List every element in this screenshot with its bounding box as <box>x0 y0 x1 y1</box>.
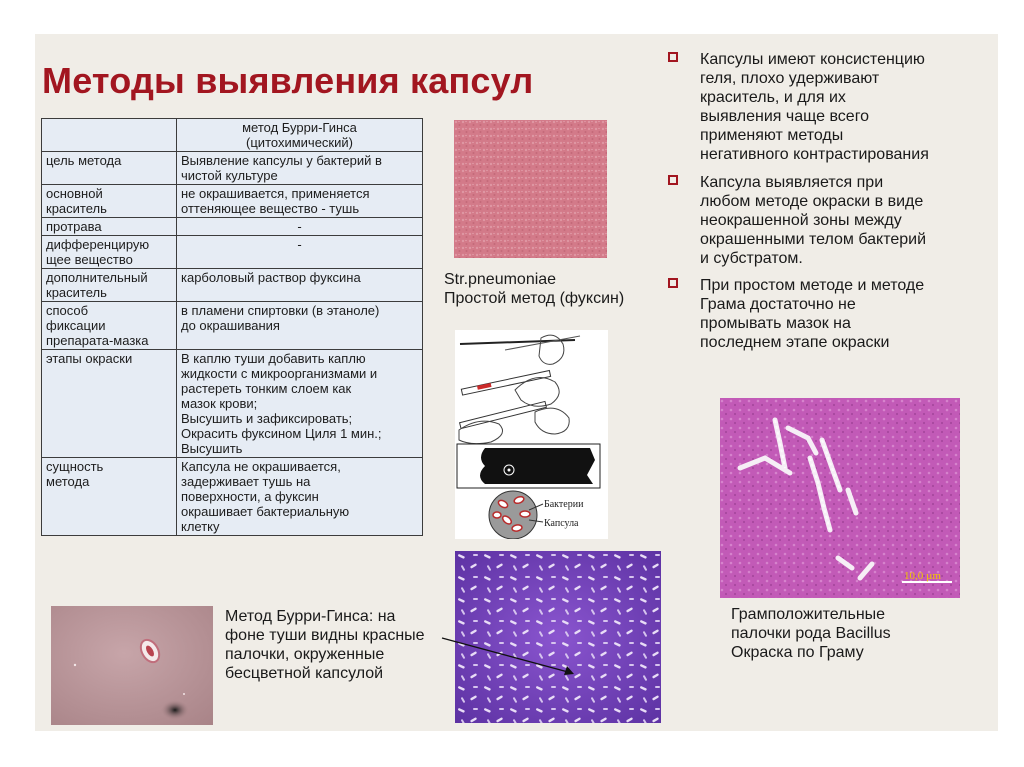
bullet-line: геля, плохо удерживают <box>700 70 880 87</box>
table-header-method <box>177 119 423 152</box>
caption-line: Простой метод (фуксин) <box>444 290 625 307</box>
caption-pointer-arrow <box>440 635 590 685</box>
table-row-value <box>177 269 423 302</box>
bullet-item <box>668 50 978 164</box>
table-cell-line: Выявление капсулы у бактерий в <box>181 153 382 168</box>
bullet-line: Капсулы имеют консистенцию <box>700 51 925 68</box>
bullet-item <box>668 173 978 268</box>
table-row-value <box>177 185 423 218</box>
capsule-micrograph <box>51 606 213 725</box>
bullet-item <box>668 276 978 352</box>
table-cell-line: дополнительный <box>46 270 148 285</box>
table-cell-line: Высушить и зафиксировать; <box>181 411 353 426</box>
bullet-line: окрашенными телом бактерий <box>700 231 927 248</box>
table-row <box>42 236 423 269</box>
table-cell-line: мазок крови; <box>181 396 258 411</box>
table-cell-line: дифференцирую <box>46 237 150 252</box>
bullet-line: и субстратом. <box>700 250 803 267</box>
table-cell-line: карболовый раствор фуксина <box>181 270 361 285</box>
table-cell-line: краситель <box>46 285 107 300</box>
pneumoniae-micrograph <box>454 120 607 258</box>
table-cell-line: клетку <box>181 519 220 534</box>
slide-title: Методы выявления капсул <box>42 60 534 101</box>
bullet-line: краситель, и для их <box>700 89 846 106</box>
checkbox-bullet-icon <box>668 278 678 288</box>
table-row <box>42 269 423 302</box>
table-cell-line: до окрашивания <box>181 318 280 333</box>
table-row-value <box>177 218 423 236</box>
bullet-line: последнем этапе окраски <box>700 334 890 351</box>
bullet-line: промывать мазок на <box>700 315 851 332</box>
table-cell-line: Окрасить фуксином Циля 1 мин.; <box>181 426 382 441</box>
pneumoniae-caption <box>444 270 624 308</box>
table-cell-line: оттеняющее вещество - тушь <box>181 201 360 216</box>
table-row <box>42 218 423 236</box>
table-header-empty <box>42 119 177 152</box>
table-row <box>42 302 423 350</box>
bacteria-label: Бактерии <box>544 499 584 510</box>
table-cell-line: В каплю туши добавить каплю <box>181 351 366 366</box>
table-row-value <box>177 350 423 458</box>
table-cell-line: краситель <box>46 201 107 216</box>
caption-line: Грамположительные <box>731 606 886 623</box>
table-cell-line: жидкости с микроорганизмами и <box>181 366 378 381</box>
table-cell-line: растереть тонким слоем как <box>181 381 352 396</box>
table-cell-line: задерживает тушь на <box>181 474 311 489</box>
bullet-line: При простом методе и методе <box>700 277 925 294</box>
caption-line: Метод Бурри-Гинса: на <box>225 608 396 625</box>
table-header-row <box>42 119 423 152</box>
table-row-label <box>42 218 177 236</box>
table-row-value <box>177 152 423 185</box>
table-row-label <box>42 185 177 218</box>
table-header-line: (цитохимический) <box>246 135 353 150</box>
table-row-label <box>42 350 177 458</box>
caption-line: Str.pneumoniae <box>444 271 557 288</box>
gram-stain-svg <box>720 398 960 598</box>
table-cell-line: метода <box>46 474 90 489</box>
gram-stain-micrograph <box>720 398 960 598</box>
table-cell-line: щее вещество <box>46 252 133 267</box>
table-row-label <box>42 302 177 350</box>
table-cell-line: способ <box>46 303 89 318</box>
smear-procedure-svg <box>455 330 608 539</box>
table-row <box>42 185 423 218</box>
table-row-value <box>177 302 423 350</box>
table-cell-line: протрава <box>46 219 102 234</box>
table-header-line: метод Бурри-Гинса <box>242 120 357 135</box>
table-cell-line: окрашивает бактериальную <box>181 504 350 519</box>
table-cell-line: сущность <box>46 459 104 474</box>
table-cell-line: препарата-мазка <box>46 333 149 348</box>
checkbox-bullet-icon <box>668 52 678 62</box>
bullet-line: выявления чаще всего <box>700 108 870 125</box>
table-row-value <box>177 458 423 536</box>
table-cell-line: в пламени спиртовки (в этаноле) <box>181 303 380 318</box>
pneumoniae-micrograph-svg <box>454 120 607 258</box>
table-cell-line: Высушить <box>181 441 243 456</box>
table-cell-line: основной <box>46 186 103 201</box>
table-cell-line: этапы окраски <box>46 351 133 366</box>
caption-line: палочки рода Bacillus <box>731 625 891 642</box>
table-row-label <box>42 152 177 185</box>
table-cell-line: - <box>297 237 302 252</box>
bullet-line: негативного контрастирования <box>700 146 929 163</box>
table-cell-line: не окрашивается, применяется <box>181 186 370 201</box>
table-cell-line: чистой культуре <box>181 168 278 183</box>
burri-gins-caption <box>225 607 425 683</box>
table-cell-line: - <box>297 219 302 234</box>
table-row-label <box>42 458 177 536</box>
table-cell-line: поверхности, а фуксин <box>181 489 319 504</box>
table-row-label <box>42 269 177 302</box>
checkbox-bullet-icon <box>668 175 678 185</box>
table-row-value <box>177 236 423 269</box>
table-row <box>42 458 423 536</box>
table-cell-line: фиксации <box>46 318 106 333</box>
capsule-micrograph-svg <box>51 606 213 725</box>
caption-line: палочки, окруженные <box>225 646 385 663</box>
bullet-text <box>668 50 978 164</box>
bullet-line: неокрашенной зоны между <box>700 212 902 229</box>
bullet-text <box>668 276 978 352</box>
table-cell-line: цель метода <box>46 153 122 168</box>
bullet-line: Капсула выявляется при <box>700 174 884 191</box>
caption-line: бесцветной капсулой <box>225 665 384 682</box>
bullet-line: применяют методы <box>700 127 844 144</box>
gram-caption <box>731 605 891 662</box>
table-row-label <box>42 236 177 269</box>
table-row <box>42 350 423 458</box>
capsule-label: Капсула <box>544 518 579 529</box>
scale-bar-label: 10,0 µm <box>904 570 941 582</box>
smear-procedure-diagram <box>455 330 608 539</box>
bullet-line: любом методе окраски в виде <box>700 193 924 210</box>
bullet-line: Грама достаточно не <box>700 296 856 313</box>
caption-line: фоне туши видны красные <box>225 627 425 644</box>
bullet-text <box>668 173 978 268</box>
table-row <box>42 152 423 185</box>
caption-line: Окраска по Граму <box>731 644 864 661</box>
method-table <box>41 118 423 536</box>
table-cell-line: Капсула не окрашивается, <box>181 459 341 474</box>
